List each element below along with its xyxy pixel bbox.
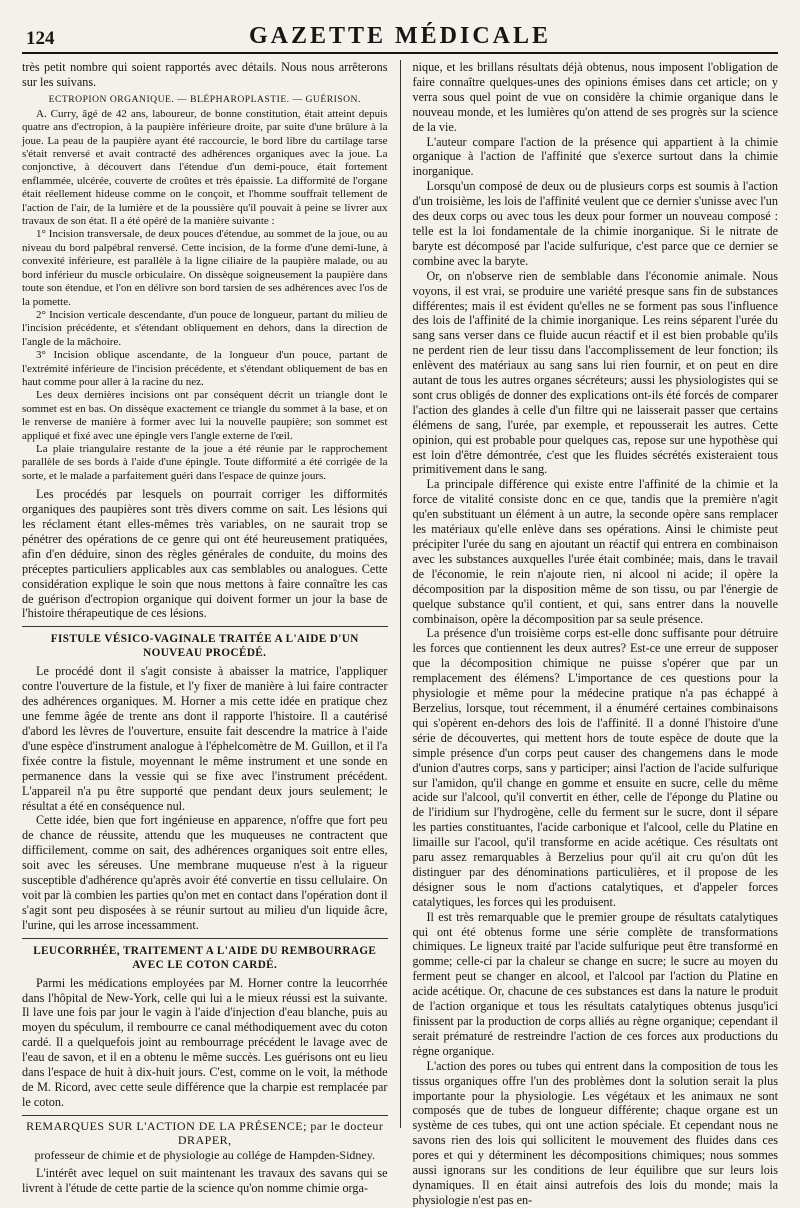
case-paragraph: 2° Incision verticale descendante, d'un pouce de longueur, partant du milieu de l'incision précédente, et s'étendant obliquement en dehors, dans la direction de l'angle de la mâchoire.: [22, 308, 388, 348]
journal-title: GAZETTE MÉDICALE: [248, 23, 552, 49]
body-paragraph: La principale différence qui existe entre l'affinité de la chimie et la force de vitalité consiste donc en ce que, tandis que la première n'agit qu'en substituant un élément à un autre, la seconde opère sans remplacer les matériaux qu'elle enlève dans ses opérations. Ainsi le chimiste peut précipiter l'urée du sang en ajoutant un réactif qui entrera en combinaison avec les substances auxquelles l'urée était combinée; mais, dans le travail de l'économie, le rein n'ajoute rien, ni alcool ni acide; il opère la décomposition par la disposition même de son tissu, ou par l'énergie de quelque substance qu'il contient, et qui, sans entrer dans la nouvelle combinaison, opère la décomposition par sa seule présence.: [412, 477, 778, 626]
body-paragraph: Lorsqu'un composé de deux ou de plusieurs corps est soumis à l'action d'un troisième, les lois de l'affinité veulent que ce dernier s'unisse avec l'un des deux corps ou avec tous les deux pour former un nouveau composé : telle est la loi fondamentale de la chimie inorganique. Si le nitrate de baryte est décomposé par l'acide sulfurique, c'est parce que ce dernier se combine avec la baryte.: [412, 179, 778, 268]
case-paragraph: 3° Incision oblique ascendante, de la longueur d'un pouce, partant de l'extrémité inférieure de l'incision précédente, et s'étendant obliquement de bas en haut comme pour aller à la racine du nez.: [22, 349, 388, 388]
case-paragraph: 1° Incision transversale, de deux pouces d'étendue, au sommet de la joue, ou au niveau du bord palpébral renversé. Cette incision, de la forme d'une demi-lune, à convexité inférieure, est parallèle à la ligne ciliaire de la paupière malade, ou au bord inférieur du muscle orbiculaire. On dissèque soigneusement la paupière dans toute son étendue, et l'on en délivre son bord tarsien de ses adhérences avec l'os de la pomette.: [22, 228, 388, 308]
section-title-fistule: FISTULE VÉSICO-VAGINALE TRAITÉE A L'AIDE D'UN NOUVEAU PROCÉDÉ.: [50, 633, 359, 660]
byline-affiliation: professeur de chimie et de physiologie au collége de Hampden-Sidney.: [34, 1147, 375, 1162]
section-title-leucorrhee: LEUCORRHÉE, TRAITEMENT A L'AIDE DU REMBOURRAGE AVEC LE COTON CARDÉ.: [33, 944, 377, 971]
page-number: 124: [26, 28, 55, 49]
intro-paragraph: très petit nombre qui soient rapportés avec détails. Nous nous arrêterons sur les suivans.: [22, 60, 388, 89]
body-paragraph: Le procédé dont il s'agit consiste à abaisser la matrice, l'appliquer contre l'ouverture de la fistule, et l'y fixer de manière à lui faire contracter des adhérences organiques. M. Horner a mis cette idée en pratique chez une femme âgée de trente ans dont il rapporte l'histoire. Il a cautérisé d'abord les lèvres de l'ouverture, ensuite fait descendre la matrice à l'aide d'une espèce d'instrument analogue à l'éphelcomètre de M. Guillon, et il l'a fixée contre la fistule, moyennant le même instrument et une sonde en permanence dans la vessie qui se fixe avec l'instrument précédent. L'appareil n'a pu être supporté que pendant deux jours seulement; le résultat a été en conséquence nul.: [22, 664, 388, 813]
case-paragraph: La plaie triangulaire restante de la joue a été réunie par le rapprochement parallèle de ses bords à l'aide d'une épingle. Toute difformité a été corrigée de la sorte, et le malade a parfaitement guéri dans l'espace de quinze jours.: [22, 442, 388, 482]
body-paragraph: Il est très remarquable que le premier groupe de résultats catalytiques qui ont été obtenus forme une série complète de transformations chimiques. Le ligneux traité par l'acide sulfurique peut être transformé en gomme; celle-ci par la chaleur se change en sucre; le sucre au moyen du ferment peut se changer en alcool, et l'alcool par l'action du Platine en acide acétique. Or, chacune de ces substances est dans la nature le produit de l'action organique et tous les résultats catalytiques obtenus jusqu'ici finissent par la production de corps alliés au règne organique; cependant il serait prématuré de restreindre l'action de ces forces aux productions du règne organique.: [412, 909, 778, 1058]
article-byline: [22, 1119, 388, 1163]
section-divider: [22, 626, 388, 627]
body-paragraph: Cette idée, bien que fort ingénieuse en apparence, n'offre que fort peu de chance de réussite, attendu que les muqueuses ne contractent que difficilement, comme on sait, des adhérences organiques soit entre elles, soit avec les séreuses. Une membrane muqueuse n'est à la rigueur susceptible d'adhérence qu'après avoir été convertie en tissu cellulaire. On voit par là combien les parties qu'on met en contact dans l'opération dont il s'agit sont peu disposées à se réunir surtout au milieu d'un liquide âcre, l'urine, qui les arrose incessamment.: [22, 813, 388, 932]
section-divider: [22, 938, 388, 939]
case-paragraph: Les deux dernières incisions ont par conséquent décrit un triangle dont le sommet est en bas. On dissèque exactement ce triangle du sommet à la base, et on le renverse de manière à former avec lui la nouvelle paupière; son sommet est appliqué et fixé avec une épingle vers l'angle externe de l'œil.: [22, 389, 388, 442]
body-paragraph: L'auteur compare l'action de la présence qui appartient à la chimie organique à l'action de l'affinité que s'exerce surtout dans la chimie inorganique.: [412, 134, 778, 179]
body-paragraph: Parmi les médications employées par M. Horner contre la leucorrhée dans l'hôpital de New-York, celle qui lui a le mieux réussi est la suivante. Il lave une fois par jour le vagin à l'aide d'injection d'eau blanche, puis au moyen du spéculum, il rembourre ce canal méthodiquement avec du coton cardé. Il a quelquefois joint au rembourrage précédent le lavage avec de l'eau de savon, et il en a obtenu le même succès. Les guérisons ont eu lieu dans l'espace de huit à dix-huit jours. C'est, comme on le voit, la méthode de M. Ricord, avec cette seule différence que la charpie est remplacée par le coton.: [22, 975, 388, 1109]
body-paragraph: La présence d'un troisième corps est-elle donc suffisante pour détruire les forces que contiennent les deux autres? Est-ce une erreur de supposer que la décomposition chimique ne puisse s'opérer que par un remplacement des élémens? L'importance de ces questions pour la physiologie et même pour la médecine pratique n'a pas échappé à Berzelius, lorsque, tout récemment, il a énuméré certaines combinaisons qui s'opèrent en-dehors des lois de l'affinité. Il a donné l'histoire d'une série de découvertes, qui mettent hors de toute espèce de doute que la simple présence d'un corps peut causer des changemens dans le mode d'union d'autres corps, sans y participer; ainsi l'action de l'acide sulfurique sur l'amidon, qu'il change en gomme et ensuite en sucre, celle du même acide sur l'alcool, qu'il convertit en éther, celle de l'éponge du Platine ou de l'iridium sur l'hydrogène, celle du ferment sur le sucre, dont il sépare les parties constituantes, l'acide carbonique et l'alcool, celle du Platine en limaille sur l'acool, qu'il transforme en acide acétique. Ces résultats ont paru assez remarquables à Berzelius pour qu'il ait cru qu'on dût les distinguer par des dénominations particulières, et il propose de les désigner sous le nom d'actions catalytiques, et d'appeler forces catalytiques, les forces qui les produisent.: [412, 626, 778, 909]
column-rule: [400, 60, 401, 1128]
article-columns: [22, 60, 778, 1207]
body-paragraph: Les procédés par lesquels on pourrait corriger les difformités organiques des paupières sont très divers comme on sait. Les lésions qui les réclament étant elles-mêmes très variables, on ne saurait trop se pénétrer des opérations de ce genre qui ont été heureusement pratiquées, afin d'en déduire, sinon des règles générales de conduite, du moins des préceptes particuliers applicables aux cas semblables ou analogues. Cette considération explique le soin que nous mettons à faire connaître les cas de guérison d'ectropion organique qui doivent former un jour la base de l'histoire thérapeutique de ces lésions.: [22, 487, 388, 621]
right-column: [412, 60, 779, 1207]
body-paragraph: Or, on n'observe rien de semblable dans l'économie animale. Nous voyons, il est vrai, se produire une variété presque sans fin de substances différentes; mais il est évident qu'elles ne se forment pas sous l'influence des lois de l'affinité de la chimie inorganique. Les reins séparent l'urée du sang sans verser dans ce fluide aucun réactif et il est bien probable qu'ils ne perdent rien de leur tissu dans l'accomplissement de leur fonction; ils enlèvent des matériaux au sang sans lui rien fournir, et on peut en dire autant de tous les autres organes sécréteurs; aussi les physiologistes qui se sont crus obligés de donner des explications ont-ils été forcés de comparer l'action des glandes à celle d'un filtre qui ne laisserait passer que certains élémens de sang, l'urée, par exemple, et repousserait les autres. Cette opinion, qui est probable pour quelques cas, repose sur une hypothèse qui est loin d'être démontrée, c'est que les fluides sécrétés existeraient tous primitivement dans le sang.: [412, 268, 778, 477]
byline-title: REMARQUES SUR L'ACTION DE LA PRÉSENCE; par le docteur DRAPER,: [26, 1118, 384, 1148]
body-paragraph: L'intérêt avec lequel on suit maintenant les travaux des savans qui se livrent à l'étude de cette partie de la science qu'on nomme chimie orga-: [22, 1166, 388, 1196]
case-paragraph: A. Curry, âgé de 42 ans, laboureur, de bonne constitution, était atteint depuis quatre ans d'ectropion, à la paupière inférieure droite, par suite d'une brûlure à la joue. La peau de la paupière ayant été raccourcie, le bord libre du cartilage tarse s'était renversé et avait contracté des adhérences organiques avec la joue. La conjonctive, à découvert dans l'étendue d'un demi-pouce, était fortement enflammée, ulcérée, couverte de croûtes et très épaissie. La difformité de l'organe était réellement hideuse comme on le conçoit, et l'homme souffrait tellement de l'action de l'air, de la lumière et de la poussière qu'il pouvait à peine se livrer aux travaux de son état. Il a été opéré de la manière suivante :: [22, 107, 388, 228]
section-divider: [22, 1115, 388, 1116]
body-paragraph: L'action des pores ou tubes qui entrent dans la composition de tous les tissus organiques offre l'un des problèmes dont la solution serait la plus importante pour la physiologie. Les végétaux et les animaux ne sont composés que de tubes de longueur différente; chaque organe est un système de ces tubes, qui ont une action spéciale. Et cependant nous ne savons rien des lois qui sollicitent le mouvement des fluides dans ces pores et qui y déterminent les décompositions chimiques; nous sommes aussi ignorans sur les conditions de leur équilibre que sur leurs lois dynamiques. Il en était ainsi autrefois des lois du monde; mais la physiologie n'est pas en-: [412, 1058, 778, 1207]
page-header: [22, 14, 778, 54]
left-column: [22, 60, 388, 1196]
body-paragraph: nique, et les brillans résultats déjà obtenus, nous imposent l'obligation de faire connaître quelques-unes des opinions émises dans cet article; on y verra sous quel point de vue on considère la chimie organique dans le nouveau monde, et les lumières qu'on attend de ses progrès sur la science de la vie.: [412, 60, 778, 134]
case-heading: ECTROPION ORGANIQUE. — BLÉPHAROPLASTIE. — GUÉRISON.: [48, 93, 361, 105]
